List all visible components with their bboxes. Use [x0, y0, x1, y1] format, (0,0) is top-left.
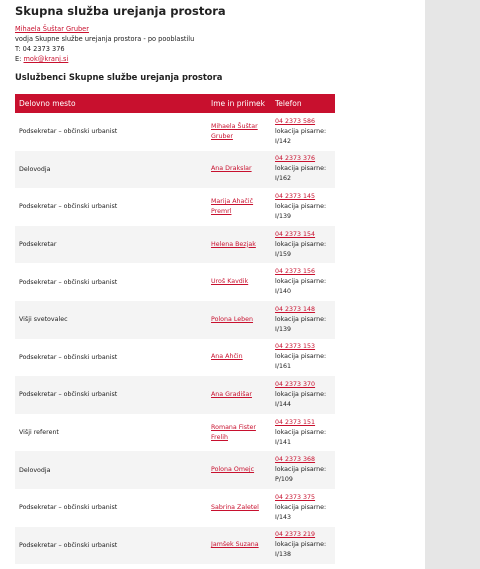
name-cell [207, 113, 271, 151]
staff-phone-link[interactable]: 04 2373 375 [275, 493, 316, 501]
contact-phone: 04 2373 376 [22, 45, 65, 53]
office-label: lokacija pisarne: [275, 466, 327, 474]
staff-phone-link[interactable]: 04 2373 145 [275, 192, 316, 200]
position-cell: Podsekretar – občinski urbanist [15, 113, 207, 151]
staff-phone-link[interactable]: 04 2373 151 [275, 418, 316, 426]
contact-email-row [15, 54, 194, 64]
staff-name-link[interactable]: Polona Omejc [211, 466, 255, 474]
staff-name-link[interactable]: Marija Ahačič Premrl [211, 197, 254, 215]
name-cell [207, 414, 271, 452]
phone-cell [271, 339, 335, 377]
contact-name-link[interactable]: Mihaela Šuštar Gruber [15, 25, 89, 33]
contact-role: vodja Skupne službe urejanja prostora - po pooblastilu [15, 35, 195, 43]
header-name: Ime in priimek [207, 94, 271, 113]
right-sidebar [425, 0, 480, 569]
phone-cell [271, 451, 335, 489]
table-row [15, 263, 335, 301]
position-cell: Podsekretar – občinski urbanist [15, 188, 207, 226]
staff-phone-link[interactable]: 04 2373 156 [275, 268, 316, 276]
contact-email-link[interactable]: mok@kranj.si [23, 55, 69, 63]
office-label: lokacija pisarne: [275, 315, 327, 323]
phone-cell [271, 226, 335, 264]
table-row [15, 226, 335, 264]
table-row [15, 151, 335, 189]
staff-phone-link[interactable]: 04 2373 586 [275, 117, 316, 125]
position-cell: Delovodja [15, 151, 207, 189]
phone-cell [271, 489, 335, 527]
table-row [15, 451, 335, 489]
name-cell [207, 263, 271, 301]
position-cell: Višji svetovalec [15, 301, 207, 339]
contact-phone-row [15, 44, 194, 54]
name-cell [207, 226, 271, 264]
office-label: lokacija pisarne: [275, 353, 327, 361]
staff-name-link[interactable]: Polona Leben [211, 315, 254, 323]
office-label: lokacija pisarne: [275, 202, 327, 210]
staff-name-link[interactable]: Jamšek Suzana [211, 541, 259, 549]
office-value: I/140 [275, 288, 291, 296]
office-label: lokacija pisarne: [275, 278, 327, 286]
position-cell: Podsekretar – občinski urbanist [15, 376, 207, 414]
staff-name-link[interactable]: Ana Ahčin [211, 353, 243, 361]
email-prefix: E: [15, 55, 22, 63]
position-cell: Podsekretar – občinski urbanist [15, 263, 207, 301]
staff-name-link[interactable]: Romana Fister Frelih [211, 423, 256, 441]
staff-phone-link[interactable]: 04 2373 148 [275, 305, 316, 313]
table-row [15, 376, 335, 414]
phone-cell [271, 151, 335, 189]
phone-cell [271, 527, 335, 565]
name-cell [207, 376, 271, 414]
table-row [15, 414, 335, 452]
office-label: lokacija pisarne: [275, 503, 327, 511]
position-cell: Podsekretar – občinski urbanist [15, 339, 207, 377]
office-value: I/141 [275, 438, 291, 446]
contact-info [15, 24, 194, 64]
staff-phone-link[interactable]: 04 2373 370 [275, 380, 316, 388]
position-cell: Podsekretar [15, 226, 207, 264]
staff-phone-link[interactable]: 04 2373 153 [275, 343, 316, 351]
office-value: I/161 [275, 363, 291, 371]
position-cell: Višji referent [15, 414, 207, 452]
office-label: lokacija pisarne: [275, 127, 327, 135]
office-value: I/139 [275, 325, 291, 333]
table-row [15, 527, 335, 565]
office-value: I/144 [275, 400, 291, 408]
staff-phone-link[interactable]: 04 2373 376 [275, 155, 316, 163]
office-label: lokacija pisarne: [275, 428, 327, 436]
name-cell [207, 451, 271, 489]
phone-cell [271, 414, 335, 452]
table-row [15, 301, 335, 339]
office-value: I/159 [275, 250, 291, 258]
name-cell [207, 301, 271, 339]
phone-cell [271, 188, 335, 226]
staff-table [15, 94, 335, 564]
staff-name-link[interactable]: Ana Gradišar [211, 390, 252, 398]
staff-phone-link[interactable]: 04 2373 219 [275, 531, 316, 539]
position-cell: Podsekretar – občinski urbanist [15, 489, 207, 527]
staff-name-link[interactable]: Sabrina Zaletel [211, 503, 259, 511]
office-label: lokacija pisarne: [275, 240, 327, 248]
name-cell [207, 527, 271, 565]
staff-phone-link[interactable]: 04 2373 154 [275, 230, 316, 238]
table-row [15, 489, 335, 527]
office-label: lokacija pisarne: [275, 165, 327, 173]
staff-phone-link[interactable]: 04 2373 368 [275, 456, 316, 464]
name-cell [207, 188, 271, 226]
page-title: Skupna služba urejanja prostora [15, 4, 226, 18]
phone-prefix: T: [15, 45, 21, 53]
phone-cell [271, 376, 335, 414]
office-label: lokacija pisarne: [275, 541, 327, 549]
staff-name-link[interactable]: Uroš Kavdik [211, 278, 249, 286]
table-row [15, 188, 335, 226]
office-value: I/162 [275, 175, 291, 183]
name-cell [207, 151, 271, 189]
position-cell: Podsekretar – občinski urbanist [15, 527, 207, 565]
phone-cell [271, 113, 335, 151]
office-label: lokacija pisarne: [275, 390, 327, 398]
office-value: I/139 [275, 212, 291, 220]
position-cell: Delovodja [15, 451, 207, 489]
staff-name-link[interactable]: Helena Bezjak [211, 240, 256, 248]
staff-table-body [15, 113, 335, 564]
name-cell [207, 339, 271, 377]
name-cell [207, 489, 271, 527]
header-phone: Telefon [271, 94, 335, 113]
staff-subtitle: Uslužbenci Skupne službe urejanja prostora [15, 72, 223, 82]
table-row [15, 113, 335, 151]
table-row [15, 339, 335, 377]
table-header-row [15, 94, 335, 113]
phone-cell [271, 301, 335, 339]
office-value: P/109 [275, 476, 293, 484]
office-value: I/138 [275, 551, 291, 559]
header-position: Delovno mesto [15, 94, 207, 113]
phone-cell [271, 263, 335, 301]
staff-name-link[interactable]: Mihaela Šuštar Gruber [211, 122, 258, 140]
office-value: I/142 [275, 137, 291, 145]
staff-name-link[interactable]: Ana Drakslar [211, 165, 252, 173]
office-value: I/143 [275, 513, 291, 521]
